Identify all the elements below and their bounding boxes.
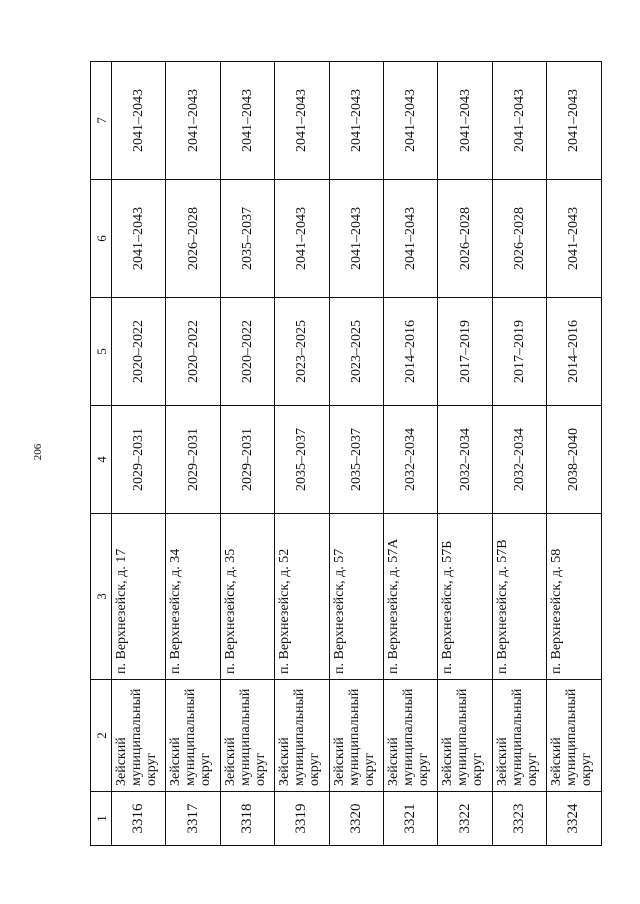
region-cell: Зейский муниципальный округ	[547, 680, 601, 792]
period-col-7: 2041–2043	[220, 62, 274, 180]
address-cell: п. Верхнезейск, д. 57В	[492, 514, 546, 680]
region-cell: Зейский муниципальный округ	[112, 680, 166, 792]
period-col-5: 2014–2016	[383, 298, 437, 406]
address-cell: п. Верхнезейск, д. 52	[275, 514, 329, 680]
table-row	[112, 62, 166, 846]
address-cell: п. Верхнезейск, д. 57А	[383, 514, 437, 680]
housing-table	[90, 61, 602, 846]
period-col-7: 2041–2043	[166, 62, 220, 180]
address-cell: п. Верхнезейск, д. 34	[166, 514, 220, 680]
period-col-7: 2041–2043	[329, 62, 383, 180]
row-number: 3322	[438, 792, 492, 846]
address-cell: п. Верхнезейск, д. 57	[329, 514, 383, 680]
table-row	[383, 62, 437, 846]
period-col-6: 2041–2043	[383, 180, 437, 298]
row-number: 3324	[547, 792, 601, 846]
address-cell: п. Верхнезейск, д. 58	[547, 514, 601, 680]
period-col-4: 2035–2037	[275, 406, 329, 514]
row-number: 3323	[492, 792, 546, 846]
header-col-6: 6	[91, 180, 112, 298]
period-col-6: 2041–2043	[547, 180, 601, 298]
period-col-7: 2041–2043	[547, 62, 601, 180]
region-cell: Зейский муниципальный округ	[492, 680, 546, 792]
table-row	[220, 62, 274, 846]
period-col-6: 2041–2043	[112, 180, 166, 298]
table-row	[492, 62, 546, 846]
header-row	[91, 62, 112, 846]
period-col-6: 2041–2043	[329, 180, 383, 298]
table-row	[166, 62, 220, 846]
period-col-4: 2029–2031	[166, 406, 220, 514]
table-row	[438, 62, 492, 846]
table-row	[275, 62, 329, 846]
period-col-4: 2029–2031	[112, 406, 166, 514]
period-col-7: 2041–2043	[112, 62, 166, 180]
address-cell: п. Верхнезейск, д. 17	[112, 514, 166, 680]
period-col-5: 2020–2022	[166, 298, 220, 406]
region-cell: Зейский муниципальный округ	[329, 680, 383, 792]
period-col-6: 2041–2043	[275, 180, 329, 298]
header-col-1: 1	[91, 792, 112, 846]
period-col-6: 2026–2028	[492, 180, 546, 298]
region-cell: Зейский муниципальный округ	[438, 680, 492, 792]
period-col-4: 2032–2034	[383, 406, 437, 514]
region-cell: Зейский муниципальный округ	[383, 680, 437, 792]
address-cell: п. Верхнезейск, д. 57Б	[438, 514, 492, 680]
period-col-6: 2035–2037	[220, 180, 274, 298]
row-number: 3319	[275, 792, 329, 846]
rotated-table-wrapper	[90, 62, 600, 846]
address-cell: п. Верхнезейск, д. 35	[220, 514, 274, 680]
period-col-5: 2020–2022	[112, 298, 166, 406]
region-cell: Зейский муниципальный округ	[220, 680, 274, 792]
period-col-7: 2041–2043	[383, 62, 437, 180]
period-col-5: 2020–2022	[220, 298, 274, 406]
row-number: 3321	[383, 792, 437, 846]
period-col-7: 2041–2043	[438, 62, 492, 180]
period-col-5: 2023–2025	[275, 298, 329, 406]
header-col-2: 2	[91, 680, 112, 792]
header-col-5: 5	[91, 298, 112, 406]
row-number: 3316	[112, 792, 166, 846]
region-cell: Зейский муниципальный округ	[166, 680, 220, 792]
period-col-4: 2032–2034	[438, 406, 492, 514]
row-number: 3318	[220, 792, 274, 846]
period-col-5: 2023–2025	[329, 298, 383, 406]
period-col-7: 2041–2043	[492, 62, 546, 180]
page-number: 206	[32, 443, 44, 461]
period-col-5: 2014–2016	[547, 298, 601, 406]
header-col-4: 4	[91, 406, 112, 514]
table-row	[547, 62, 601, 846]
table-row	[329, 62, 383, 846]
period-col-4: 2032–2034	[492, 406, 546, 514]
header-col-7: 7	[91, 62, 112, 180]
period-col-7: 2041–2043	[275, 62, 329, 180]
row-number: 3320	[329, 792, 383, 846]
period-col-5: 2017–2019	[438, 298, 492, 406]
period-col-4: 2038–2040	[547, 406, 601, 514]
row-number: 3317	[166, 792, 220, 846]
period-col-4: 2029–2031	[220, 406, 274, 514]
period-col-4: 2035–2037	[329, 406, 383, 514]
period-col-6: 2026–2028	[438, 180, 492, 298]
header-col-3: 3	[91, 514, 112, 680]
period-col-5: 2017–2019	[492, 298, 546, 406]
period-col-6: 2026–2028	[166, 180, 220, 298]
region-cell: Зейский муниципальный округ	[275, 680, 329, 792]
